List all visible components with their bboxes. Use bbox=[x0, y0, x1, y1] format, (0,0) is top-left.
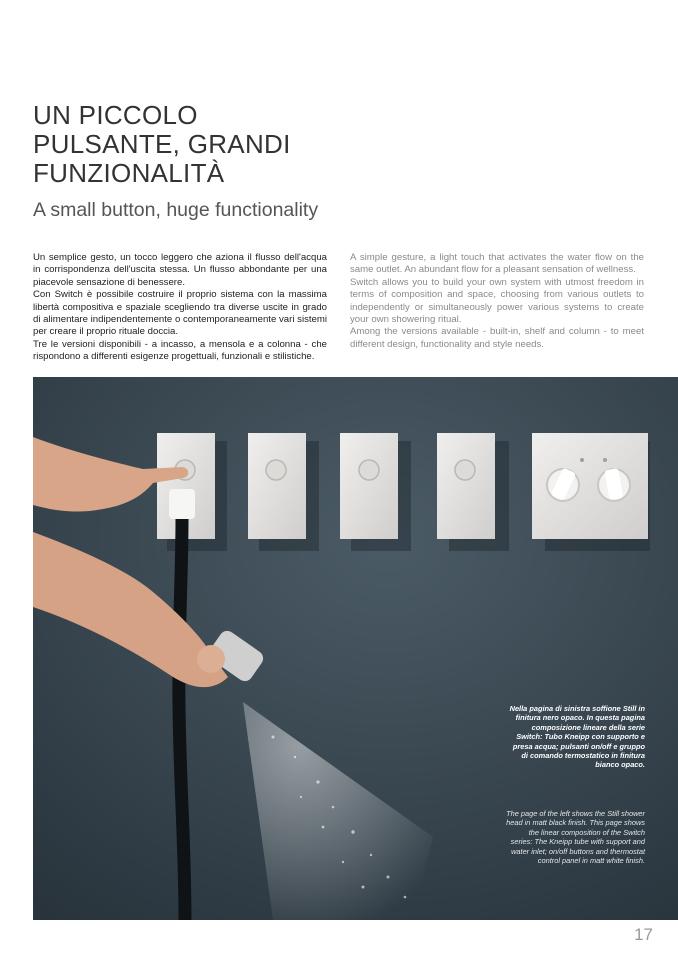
button-panel-4 bbox=[437, 433, 495, 539]
page-number: 17 bbox=[634, 925, 653, 944]
product-photo bbox=[33, 377, 678, 920]
page-subtitle: A small button, huge functionality bbox=[33, 199, 319, 221]
caption-english: The page of the left shows the Still shower head in matt black finish. This page shows the linear composition of the Switch series: The Kneipp tube with support and water inlet; on/off buttons and thermostat control panel in matt white finish. bbox=[506, 809, 645, 866]
title-line-1: UN PICCOLO bbox=[33, 100, 198, 130]
italian-text-column bbox=[33, 252, 327, 364]
english-text-column bbox=[350, 252, 644, 351]
english-paragraph: Among the versions available - built-in, shelf and column - to meet different design, functionality and style needs. bbox=[350, 326, 644, 350]
italian-paragraph: Tre le versioni disponibili - a incasso, a mensola e a colonna - che rispondono a differenti esigenze progettuali, funzionali e stilistiche. bbox=[33, 338, 327, 363]
english-paragraph: Switch allows you to build your own system with utmost freedom in terms of composition and space, choosing from various outlets to independently or simultaneously power various systems to create your own showering ritual. bbox=[350, 276, 644, 326]
page-title bbox=[33, 101, 453, 188]
english-paragraph: A simple gesture, a light touch that activates the water flow on the same outlet. An abundant flow for a pleasant sensation of wellness. bbox=[350, 252, 644, 276]
title-line-3: FUNZIONALITÀ bbox=[33, 158, 225, 188]
italian-paragraph: Un semplice gesto, un tocco leggero che aziona il flusso dell'acqua in corrispondenza dell'uscita stessa. Un flusso abbondante per una piacevole sensazione di benessere. bbox=[33, 252, 327, 288]
button-panel-2 bbox=[248, 433, 306, 539]
button-panel-3 bbox=[340, 433, 398, 539]
thermostat-panel bbox=[532, 433, 648, 539]
italian-paragraph: Con Switch è possibile costruire il proprio sistema con la massima libertà compositiva e spaziale scegliendo tra diverse uscite in grado di alimentare indipendentemente o contemporaneamente vari sistemi per creare il proprio rituale doccia. bbox=[33, 289, 327, 338]
caption-italian: Nella pagina di sinistra soffione Still in finitura nero opaco. In questa pagina composizione lineare della serie Switch: Tubo Kneipp con supporto e presa acqua; pulsanti on/off e gruppo di comando termostatico in finitura bianco opaco. bbox=[509, 704, 645, 770]
title-line-2: PULSANTE, GRANDI bbox=[33, 129, 291, 159]
